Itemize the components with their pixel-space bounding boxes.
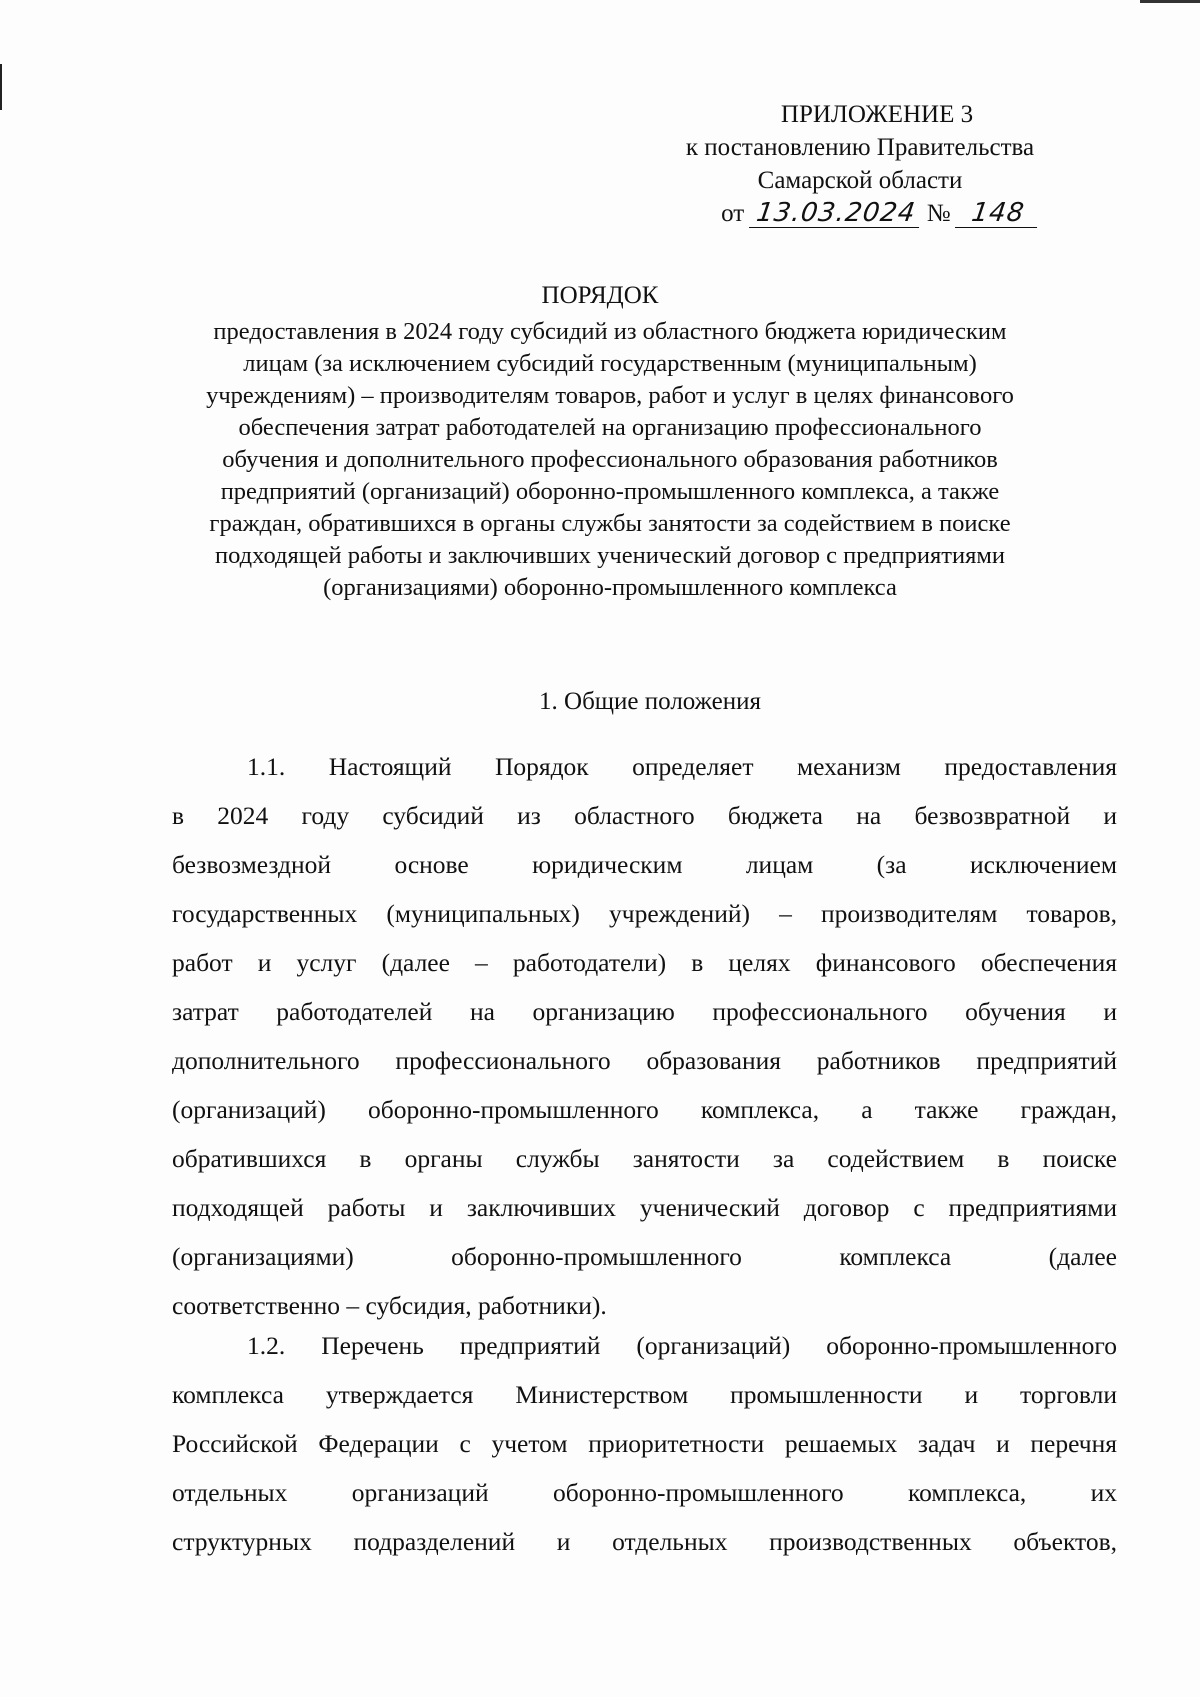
paragraph-line: затрат работодателей на организацию профессионального обучения и [172,997,1117,1026]
appendix-header [630,98,1090,230]
subtitle-line: (организациями) оборонно-промышленного комплекса [323,574,897,601]
document-title: ПОРЯДОК [541,282,659,309]
subtitle-line: лицам (за исключением субсидий государственным (муниципальным) [243,350,977,377]
paragraph-line: (организаций) оборонно-промышленного комплекса, а также граждан, [172,1095,1117,1124]
paragraph-line: обратившихся в органы службы занятости за содействием в поиске [172,1144,1117,1173]
subtitle-line: учреждениям) – производителям товаров, работ и услуг в целях финансового [206,382,1014,409]
appendix-line-region: Самарской области [757,167,963,194]
subtitle-line: обучения и дополнительного профессионального образования работников [222,446,998,473]
paragraph-line: 1.2. Перечень предприятий (организаций) оборонно-промышленного [247,1331,1117,1360]
subtitle-line: граждан, обратившихся в органы службы занятости за содействием в поиске [209,510,1011,537]
subtitle-line: предприятий (организаций) оборонно-промышленного комплекса, а также [220,478,1000,505]
paragraph-line: государственных (муниципальных) учреждений) – производителям товаров, [172,899,1117,928]
paragraph-line: 1.1. Настоящий Порядок определяет механизм предоставления [247,752,1117,781]
paragraph-line: Российской Федерации с учетом приоритетности решаемых задач и перечня [172,1429,1117,1458]
paragraph-line: работ и услуг (далее – работодатели) в целях финансового обеспечения [172,948,1117,977]
subtitle-line: обеспечения затрат работодателей на организацию профессионального [238,414,982,441]
scan-artifact-corner [1140,0,1200,3]
paragraph-1-2 [172,1321,1117,1566]
handwritten-date: 13.03.2024 [748,199,922,228]
document-subtitle [170,316,1050,604]
subtitle-line: подходящей работы и заключивших ученический договор с предприятиями [215,542,1005,569]
appendix-line-resolution: к постановлению Правительства [685,134,1035,161]
paragraph-line: (организациями) оборонно-промышленного комплекса (далее [172,1242,1117,1271]
paragraph-line: в 2024 году субсидий из областного бюджета на безвозвратной и [172,801,1117,830]
paragraph-line: безвозмездной основе юридическим лицам (за исключением [172,850,1117,879]
date-prefix: от [721,200,745,227]
section-heading: 1. Общие положения [539,688,761,715]
paragraph-line: соответственно – субсидия, работники). [172,1291,607,1320]
appendix-date-line [630,197,1090,230]
paragraph-line: дополнительного профессионального образования работников предприятий [172,1046,1117,1075]
handwritten-number: 148 [955,199,1041,228]
paragraph-line: структурных подразделений и отдельных производственных объектов, [172,1527,1117,1556]
number-sign: № [926,200,951,227]
paragraph-line: комплекса утверждается Министерством промышленности и торговли [172,1380,1117,1409]
scan-artifact-mark [0,64,2,110]
appendix-title: ПРИЛОЖЕНИЕ 3 [780,101,974,128]
paragraph-line: подходящей работы и заключивших ученический договор с предприятиями [172,1193,1117,1222]
subtitle-line: предоставления в 2024 году субсидий из областного бюджета юридическим [213,318,1007,345]
paragraph-1-1 [172,742,1117,1330]
paragraph-line: отдельных организаций оборонно-промышленного комплекса, их [172,1478,1117,1507]
